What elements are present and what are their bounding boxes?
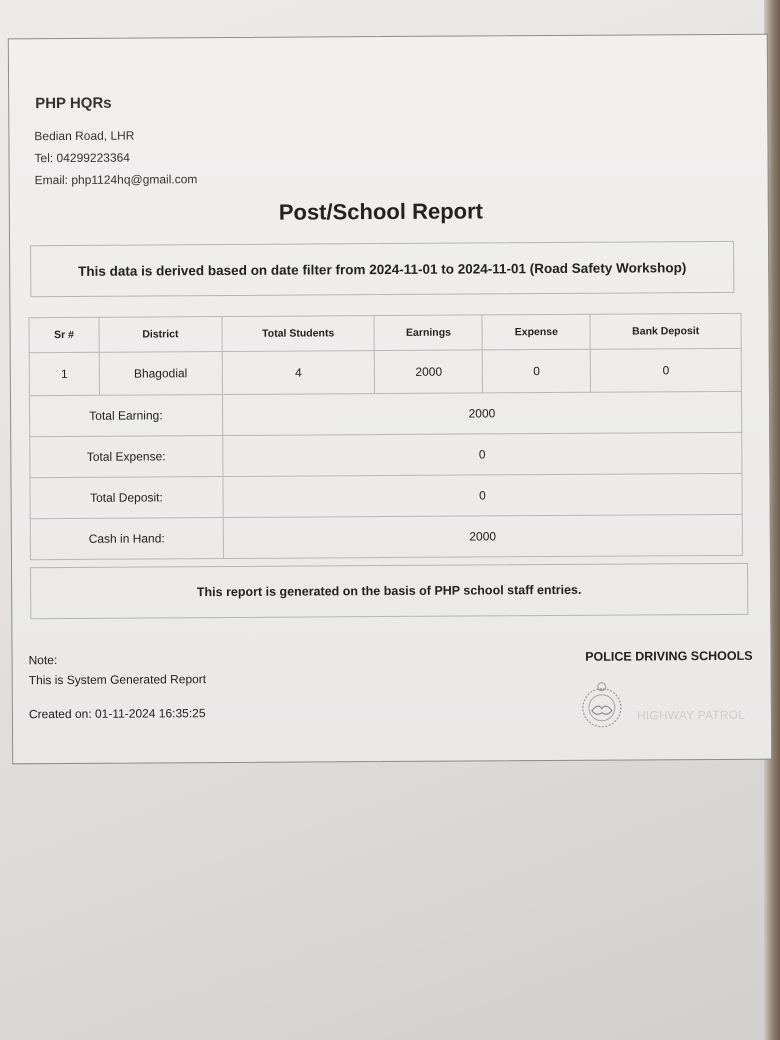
basis-note — [30, 563, 748, 619]
org-tel: Tel: 04299223364 — [34, 150, 130, 166]
org-address: Bedian Road, LHR — [34, 128, 135, 144]
note-label: Note: — [28, 653, 58, 668]
cell-total-students: 4 — [222, 351, 375, 395]
date-filter-text: This data is derived based on date filter from 2024-11-01 to 2024-11-01 (Road Safety Workshop) — [78, 259, 687, 279]
summary-row-total-expense — [30, 432, 742, 477]
table-header-row — [29, 313, 741, 352]
summary-value: 0 — [223, 473, 743, 517]
column-header-earnings: Earnings — [374, 315, 482, 351]
summary-value: 0 — [222, 432, 742, 476]
page-title: Post/School Report — [278, 198, 483, 225]
cell-expense: 0 — [483, 349, 591, 393]
created-on: Created on: 01-11-2024 16:35:25 — [28, 706, 206, 722]
summary-row-total-deposit — [30, 473, 742, 518]
summary-row-cash-in-hand — [30, 514, 742, 559]
cell-sr: 1 — [29, 352, 99, 395]
column-header-bank-deposit: Bank Deposit — [590, 313, 741, 349]
summary-label: Total Deposit: — [30, 477, 223, 519]
basis-note-text: This report is generated on the basis of PHP school staff entries. — [196, 582, 582, 600]
summary-label: Cash in Hand: — [30, 518, 223, 560]
note-text: This is System Generated Report — [28, 672, 207, 688]
org-email: Email: php1124hq@gmail.com — [34, 172, 198, 188]
summary-label: Total Expense: — [30, 436, 223, 478]
highway-patrol-logo-icon — [577, 681, 627, 731]
summary-row-total-earning — [29, 391, 741, 436]
cell-bank-deposit: 0 — [590, 348, 741, 392]
cell-district: Bhagodial — [99, 352, 222, 396]
summary-value: 2000 — [223, 514, 743, 558]
table-row — [29, 348, 741, 395]
column-header-sr: Sr # — [29, 317, 99, 352]
brand-name: POLICE DRIVING SCHOOLS — [585, 648, 753, 664]
column-header-district: District — [99, 317, 222, 353]
date-filter-note — [30, 241, 734, 297]
report-sheet — [8, 34, 772, 765]
column-header-total-students: Total Students — [222, 316, 375, 352]
summary-value: 2000 — [222, 391, 742, 435]
summary-label: Total Earning: — [29, 395, 222, 437]
column-header-expense: Expense — [482, 314, 590, 350]
org-name: PHP HQRs — [35, 94, 112, 113]
report-table — [28, 313, 742, 560]
highway-patrol-text: HIGHWAY PATROL — [636, 707, 746, 723]
cell-earnings: 2000 — [375, 350, 483, 394]
